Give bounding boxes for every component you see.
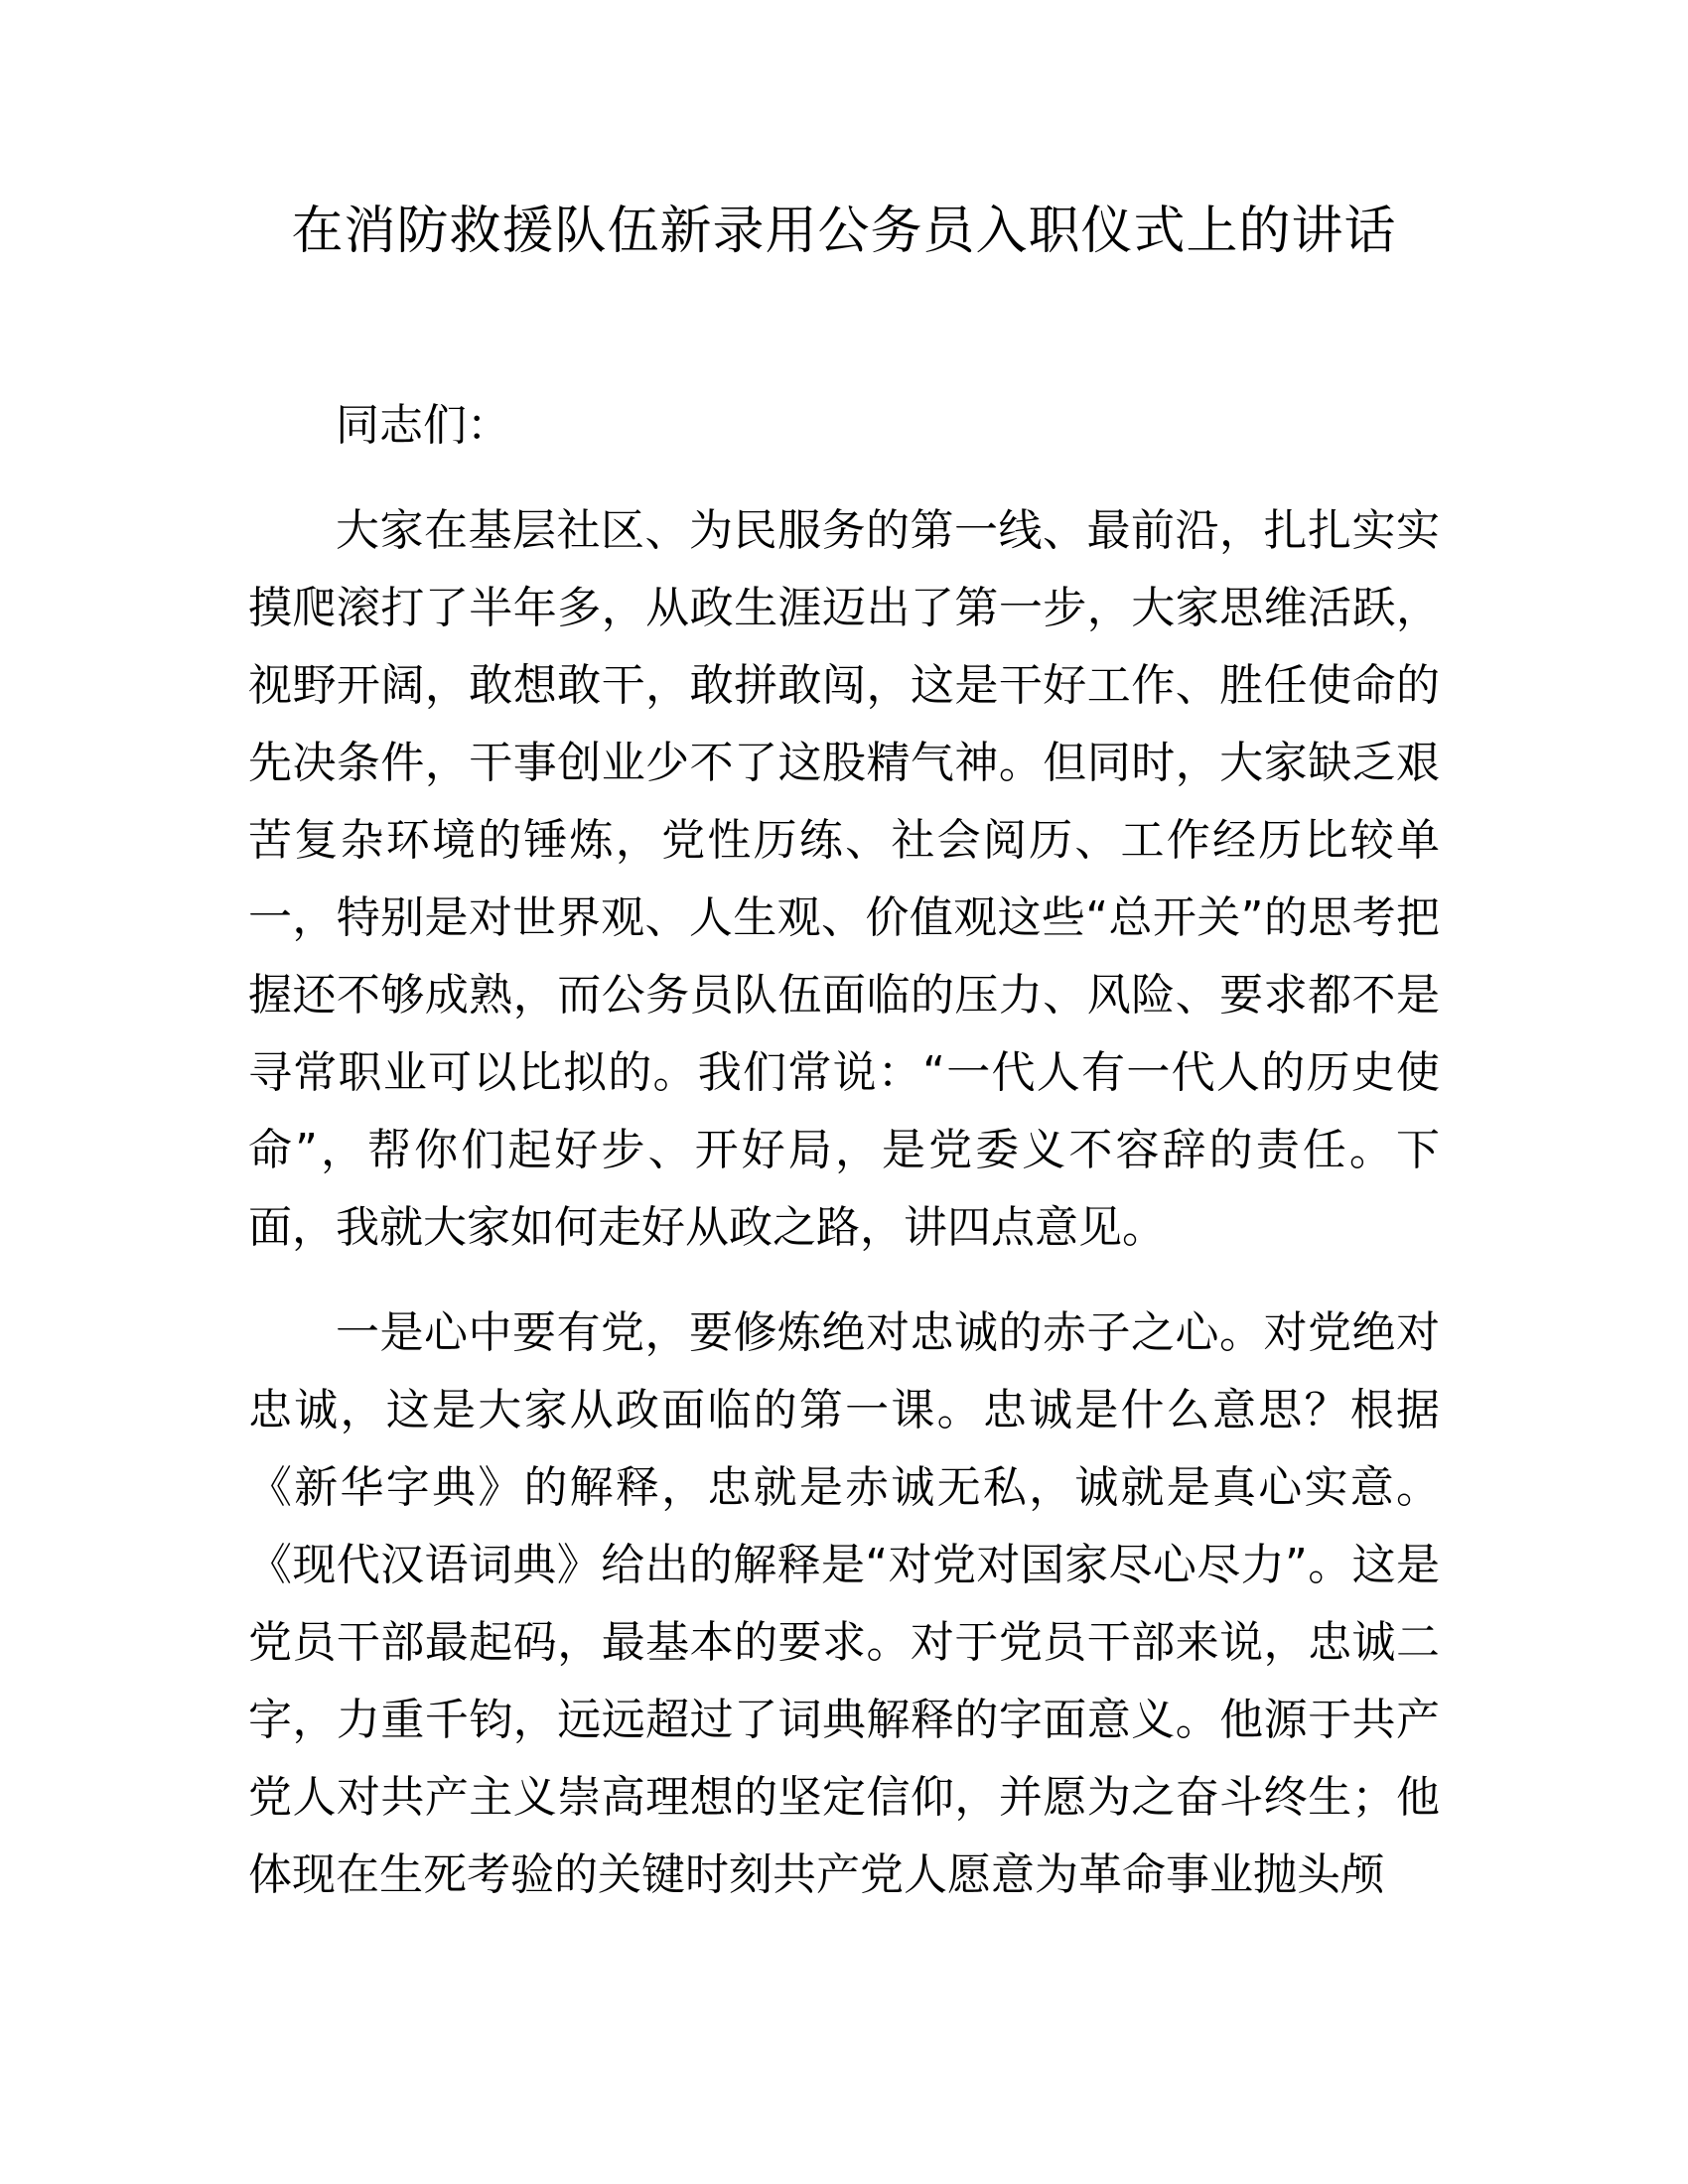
paragraph-point-one: 一是心中要有党，要修炼绝对忠诚的赤子之心。对党绝对忠诚，这是大家从政面临的第一课。忠诚是什么意思？根据《新华字典》的解释，忠就是赤诚无私，诚就是真心实意。《现代汉语词典》给出的解释是“对党对国家尽心尽力”。这是党员干部最起码，最基本的要求。对于党员干部来说，忠诚二字，力重千钧，远远超过了词典解释的字面意义。他源于共产党人对共产主义崇高理想的坚定信仰，并愿为之奋斗终生；他体现在生死考验的关键时刻共产党人愿意为革命事业抛头颅 (248, 1307, 1440, 1900)
document-body (248, 387, 1440, 1942)
paragraph-intro: 大家在基层社区、为民服务的第一线、最前沿，扎扎实实摸爬滚打了半年多，从政生涯迈出了第一步，大家思维活跃，视野开阔，敢想敢干，敢拼敢闯，这是干好工作、胜任使命的先决条件，干事创业少不了这股精气神。但同时，大家缺乏艰苦复杂环境的锤炼，党性历练、社会阅历、工作经历比较单一，特别是对世界观、人生观、价值观这些“总开关”的思考把握还不够成熟，而公务员队伍面临的压力、风险、要求都不是寻常职业可以比拟的。我们常说：“一代人有一代人的历史使命”，帮你们起好步、开好局，是党委义不容辞的责任。下面，我就大家如何走好从政之路，讲四点意见。 (248, 505, 1440, 1253)
salutation: 同志们： (336, 400, 510, 451)
document-title: 在消防救援队伍新录用公务员入职仪式上的讲话 (291, 202, 1397, 261)
